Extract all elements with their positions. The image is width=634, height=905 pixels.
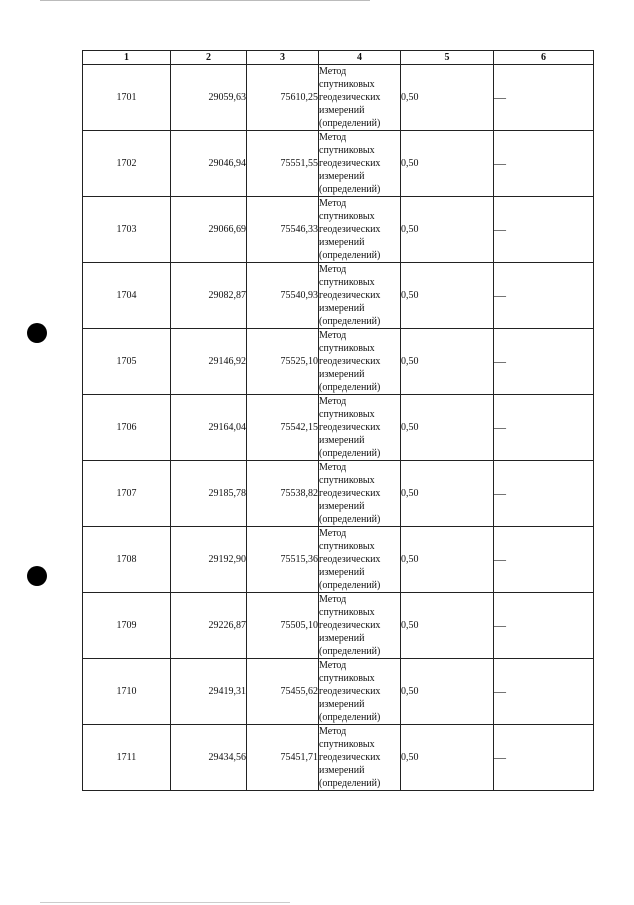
x-coordinate-cell: 29082,87 bbox=[171, 263, 247, 329]
header-col-1: 1 bbox=[83, 51, 171, 65]
header-col-6: 6 bbox=[494, 51, 594, 65]
point-number-cell: 1703 bbox=[83, 197, 171, 263]
description-cell: — bbox=[494, 461, 594, 527]
accuracy-cell: 0,50 bbox=[401, 131, 494, 197]
table-row bbox=[83, 197, 594, 263]
x-coordinate-cell: 29419,31 bbox=[171, 659, 247, 725]
accuracy-cell: 0,50 bbox=[401, 527, 494, 593]
y-coordinate-cell: 75525,10 bbox=[247, 329, 319, 395]
description-cell: — bbox=[494, 593, 594, 659]
table-row bbox=[83, 659, 594, 725]
point-number-cell: 1706 bbox=[83, 395, 171, 461]
y-coordinate-cell: 75538,82 bbox=[247, 461, 319, 527]
accuracy-cell: 0,50 bbox=[401, 197, 494, 263]
method-cell: Метод спутниковых геодезических измерений (определений) bbox=[319, 131, 401, 197]
scan-edge-line-top bbox=[40, 0, 370, 1]
y-coordinate-cell: 75451,71 bbox=[247, 725, 319, 791]
method-cell: Метод спутниковых геодезических измерений (определений) bbox=[319, 263, 401, 329]
y-coordinate-cell: 75515,36 bbox=[247, 527, 319, 593]
method-cell: Метод спутниковых геодезических измерений (определений) bbox=[319, 659, 401, 725]
description-cell: — bbox=[494, 263, 594, 329]
x-coordinate-cell: 29434,56 bbox=[171, 725, 247, 791]
description-cell: — bbox=[494, 197, 594, 263]
x-coordinate-cell: 29164,04 bbox=[171, 395, 247, 461]
point-number-cell: 1704 bbox=[83, 263, 171, 329]
point-number-cell: 1711 bbox=[83, 725, 171, 791]
header-col-3: 3 bbox=[247, 51, 319, 65]
accuracy-cell: 0,50 bbox=[401, 65, 494, 131]
method-cell: Метод спутниковых геодезических измерений (определений) bbox=[319, 395, 401, 461]
table-row bbox=[83, 593, 594, 659]
accuracy-cell: 0,50 bbox=[401, 725, 494, 791]
table-row bbox=[83, 65, 594, 131]
method-cell: Метод спутниковых геодезических измерений (определений) bbox=[319, 65, 401, 131]
table-row bbox=[83, 527, 594, 593]
method-cell: Метод спутниковых геодезических измерений (определений) bbox=[319, 461, 401, 527]
header-col-2: 2 bbox=[171, 51, 247, 65]
method-cell: Метод спутниковых геодезических измерений (определений) bbox=[319, 725, 401, 791]
y-coordinate-cell: 75546,33 bbox=[247, 197, 319, 263]
method-cell: Метод спутниковых геодезических измерений (определений) bbox=[319, 329, 401, 395]
y-coordinate-cell: 75455,62 bbox=[247, 659, 319, 725]
description-cell: — bbox=[494, 725, 594, 791]
method-cell: Метод спутниковых геодезических измерений (определений) bbox=[319, 527, 401, 593]
description-cell: — bbox=[494, 65, 594, 131]
coordinates-table bbox=[82, 50, 594, 791]
table-row bbox=[83, 263, 594, 329]
accuracy-cell: 0,50 bbox=[401, 593, 494, 659]
point-number-cell: 1710 bbox=[83, 659, 171, 725]
x-coordinate-cell: 29185,78 bbox=[171, 461, 247, 527]
y-coordinate-cell: 75540,93 bbox=[247, 263, 319, 329]
table-row bbox=[83, 395, 594, 461]
table-header-row bbox=[83, 51, 594, 65]
description-cell: — bbox=[494, 527, 594, 593]
x-coordinate-cell: 29046,94 bbox=[171, 131, 247, 197]
accuracy-cell: 0,50 bbox=[401, 659, 494, 725]
point-number-cell: 1709 bbox=[83, 593, 171, 659]
accuracy-cell: 0,50 bbox=[401, 395, 494, 461]
accuracy-cell: 0,50 bbox=[401, 263, 494, 329]
x-coordinate-cell: 29226,87 bbox=[171, 593, 247, 659]
accuracy-cell: 0,50 bbox=[401, 461, 494, 527]
punch-hole-mark bbox=[27, 323, 47, 343]
accuracy-cell: 0,50 bbox=[401, 329, 494, 395]
table-row bbox=[83, 461, 594, 527]
point-number-cell: 1701 bbox=[83, 65, 171, 131]
method-cell: Метод спутниковых геодезических измерений (определений) bbox=[319, 593, 401, 659]
x-coordinate-cell: 29059,63 bbox=[171, 65, 247, 131]
table-row bbox=[83, 131, 594, 197]
description-cell: — bbox=[494, 659, 594, 725]
point-number-cell: 1708 bbox=[83, 527, 171, 593]
x-coordinate-cell: 29146,92 bbox=[171, 329, 247, 395]
method-cell: Метод спутниковых геодезических измерений (определений) bbox=[319, 197, 401, 263]
header-col-5: 5 bbox=[401, 51, 494, 65]
y-coordinate-cell: 75505,10 bbox=[247, 593, 319, 659]
point-number-cell: 1705 bbox=[83, 329, 171, 395]
description-cell: — bbox=[494, 131, 594, 197]
description-cell: — bbox=[494, 329, 594, 395]
punch-hole-mark bbox=[27, 566, 47, 586]
y-coordinate-cell: 75542,15 bbox=[247, 395, 319, 461]
x-coordinate-cell: 29192,90 bbox=[171, 527, 247, 593]
description-cell: — bbox=[494, 395, 594, 461]
x-coordinate-cell: 29066,69 bbox=[171, 197, 247, 263]
table-body bbox=[83, 65, 594, 791]
header-col-4: 4 bbox=[319, 51, 401, 65]
table-row bbox=[83, 329, 594, 395]
y-coordinate-cell: 75610,25 bbox=[247, 65, 319, 131]
table-row bbox=[83, 725, 594, 791]
scan-edge-line-bottom bbox=[40, 902, 290, 903]
point-number-cell: 1707 bbox=[83, 461, 171, 527]
y-coordinate-cell: 75551,55 bbox=[247, 131, 319, 197]
point-number-cell: 1702 bbox=[83, 131, 171, 197]
